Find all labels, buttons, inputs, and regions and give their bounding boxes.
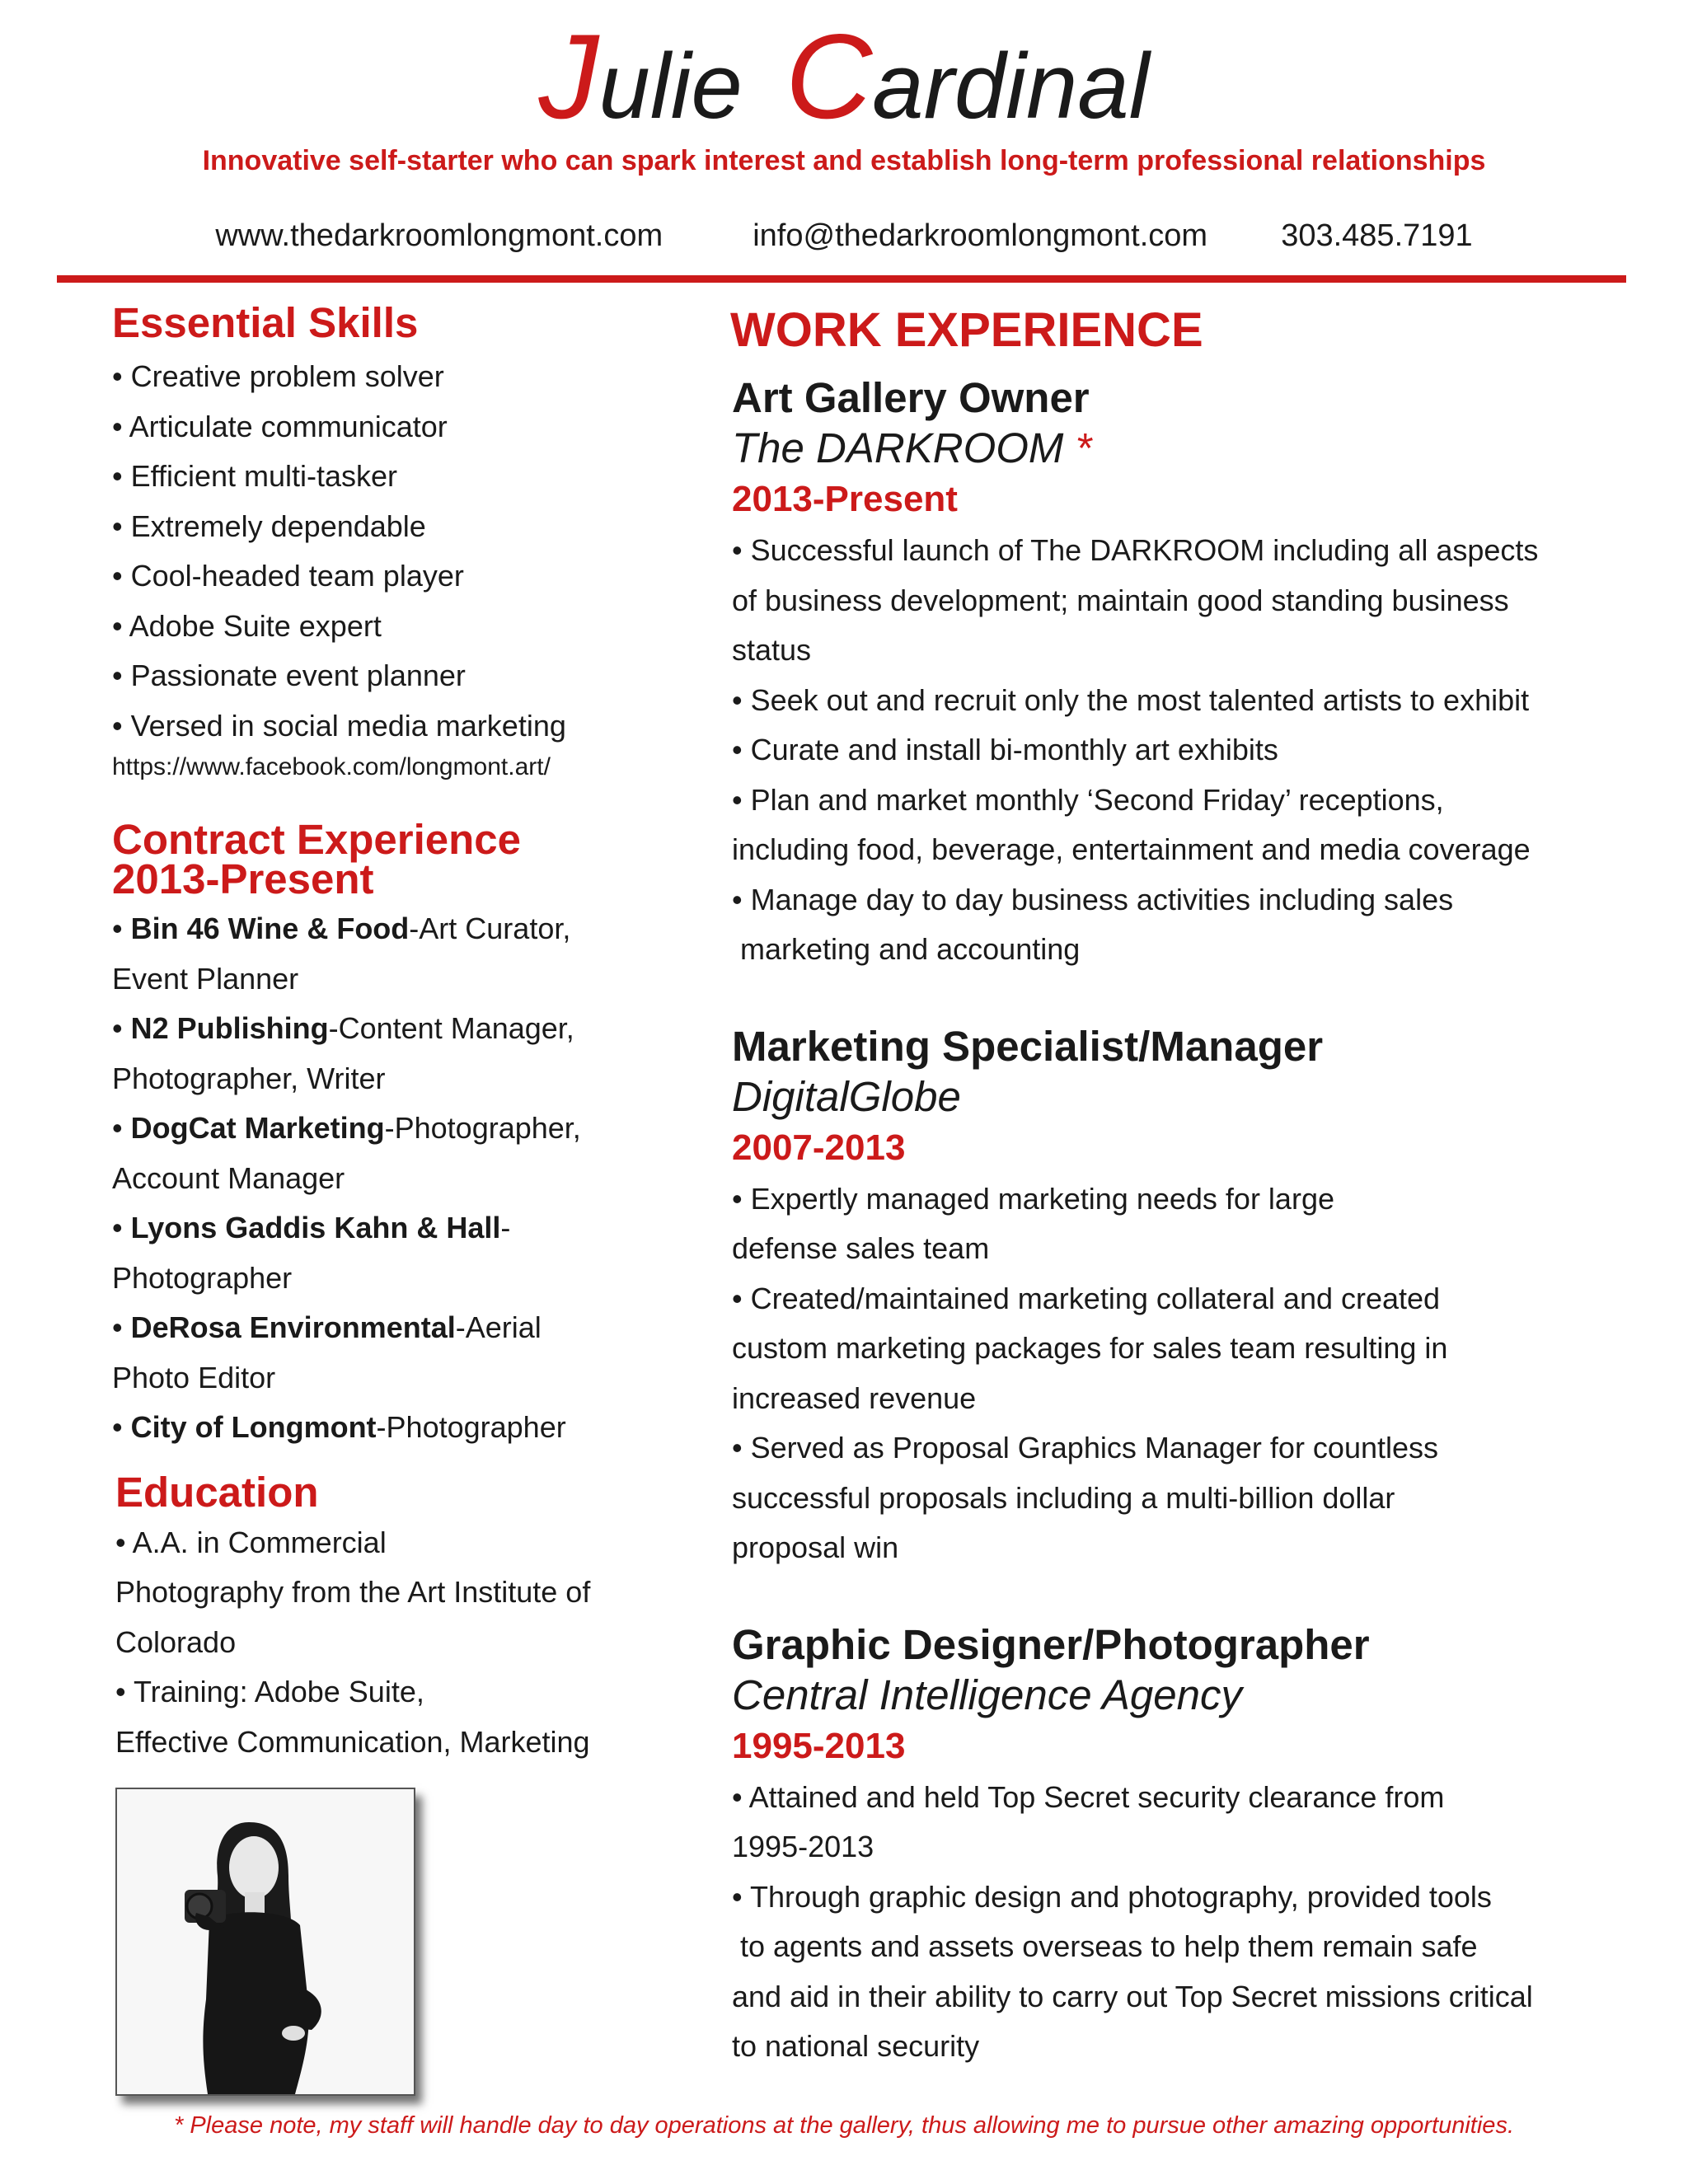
job-entry (732, 1021, 1606, 1573)
contract-org: N2 Publishing (130, 1011, 329, 1045)
portrait-illustration (117, 1789, 414, 2094)
job-dates: 2013-Present (732, 479, 958, 519)
last-initial: C (785, 9, 873, 143)
contract-org: City of Longmont (130, 1410, 377, 1444)
job-company: The DARKROOM * (732, 424, 1092, 471)
header-divider (57, 275, 1626, 283)
list-item: • Articulate communicator (112, 409, 448, 443)
contact-line (0, 218, 1688, 254)
phone-number: 303.485.7191 (1281, 218, 1473, 253)
job-description: • Attained and held Top Secret security clearance from 1995-2013 • Through graphic design and photography, provided tools to agents and assets overseas to help them remain safe and aid in their ability to carry out Top Secret missions critical to national security (732, 1779, 1533, 2063)
contract-org: DeRosa Environmental (130, 1310, 456, 1344)
work-heading: WORK EXPERIENCE (730, 303, 1203, 357)
website-link[interactable]: www.thedarkroomlongmont.com (215, 218, 663, 253)
education-heading: Education (115, 1468, 319, 1516)
list-item: • Lyons Gaddis Kahn & Hall- Photographer (112, 1211, 511, 1295)
job-description: • Successful launch of The DARKROOM including all aspects of business development; maintain good standing business status • Seek out and recruit only the most talented artists to exhibit • Curate and install bi-monthly art exhibits • Plan and market monthly ‘Second Friday’ receptions, including food, beverage, entertainment and media coverage • Manage day to day business activities including sales marketing and accounting (732, 533, 1539, 966)
tagline: Innovative self-starter who can spark interest and establish long-term professional relationships (202, 145, 1486, 176)
education-list (115, 1518, 640, 1768)
job-title: Graphic Designer/Photographer (732, 1620, 1370, 1668)
list-item: • Extremely dependable (112, 509, 426, 543)
list-item: Colorado (115, 1624, 237, 1659)
contract-org: Lyons Gaddis Kahn & Hall (130, 1211, 501, 1244)
contract-org: DogCat Marketing (130, 1111, 385, 1145)
footnote-marker: * (1075, 424, 1092, 471)
job-company: DigitalGlobe (732, 1072, 961, 1120)
list-item: • Bin 46 Wine & Food-Art Curator, Event Planner (112, 912, 571, 996)
right-column (732, 298, 1606, 2072)
list-item: • Training: Adobe Suite, (115, 1675, 424, 1708)
list-item: • DogCat Marketing-Photographer, Account Manager (112, 1111, 581, 1195)
list-item: • N2 Publishing-Content Manager, Photographer, Writer (112, 1011, 574, 1095)
contract-org: Bin 46 Wine & Food (130, 912, 410, 945)
list-item: • Adobe Suite expert (112, 608, 382, 643)
job-dates: 1995-2013 (732, 1725, 906, 1766)
list-item: Photography from the Art Institute of (115, 1575, 591, 1609)
job-entry (732, 1619, 1606, 2072)
facebook-link[interactable]: https://www.facebook.com/longmont.art/ (112, 753, 551, 780)
list-item: • Versed in social media marketing (112, 708, 566, 743)
list-item: Effective Communication, Marketing (115, 1724, 590, 1759)
email-link[interactable]: info@thedarkroomlongmont.com (753, 218, 1208, 253)
list-item: • Creative problem solver (112, 359, 444, 393)
first-initial: J (538, 9, 599, 143)
job-entry (732, 373, 1606, 975)
list-item: • Efficient multi-tasker (112, 459, 398, 493)
first-name-rest: ulie (598, 35, 743, 138)
resume-name (0, 9, 1688, 143)
list-item: • City of Longmont-Photographer (112, 1410, 566, 1444)
footnote: * Please note, my staff will handle day to day operations at the gallery, thus allowing me to pursue other amazing opportunities. (174, 2112, 1514, 2139)
job-description: • Expertly managed marketing needs for large defense sales team • Created/maintained marketing collateral and created custom marketing packages for sales team resulting in increased revenue • Served as Proposal Graphics Manager for countless successful proposals including a multi-billion dollar proposal win (732, 1181, 1448, 1564)
job-company: Central Intelligence Agency (732, 1671, 1242, 1718)
job-title: Marketing Specialist/Manager (732, 1022, 1324, 1070)
list-item: • A.A. in Commercial (115, 1525, 387, 1559)
list-item: • Cool-headed team player (112, 559, 464, 593)
job-dates: 2007-2013 (732, 1127, 906, 1168)
last-name-rest: ardinal (872, 35, 1150, 138)
contract-heading: Contract Experience (112, 816, 522, 863)
left-column (112, 298, 640, 1767)
skills-list (112, 352, 640, 751)
contract-dates: 2013-Present (112, 855, 374, 902)
contract-list (112, 904, 640, 1453)
list-item: • DeRosa Environmental-Aerial Photo Editor (112, 1310, 542, 1394)
list-item: • Passionate event planner (112, 658, 466, 692)
skills-heading: Essential Skills (112, 299, 419, 346)
portrait-photo (115, 1788, 415, 2096)
job-title: Art Gallery Owner (732, 374, 1090, 421)
